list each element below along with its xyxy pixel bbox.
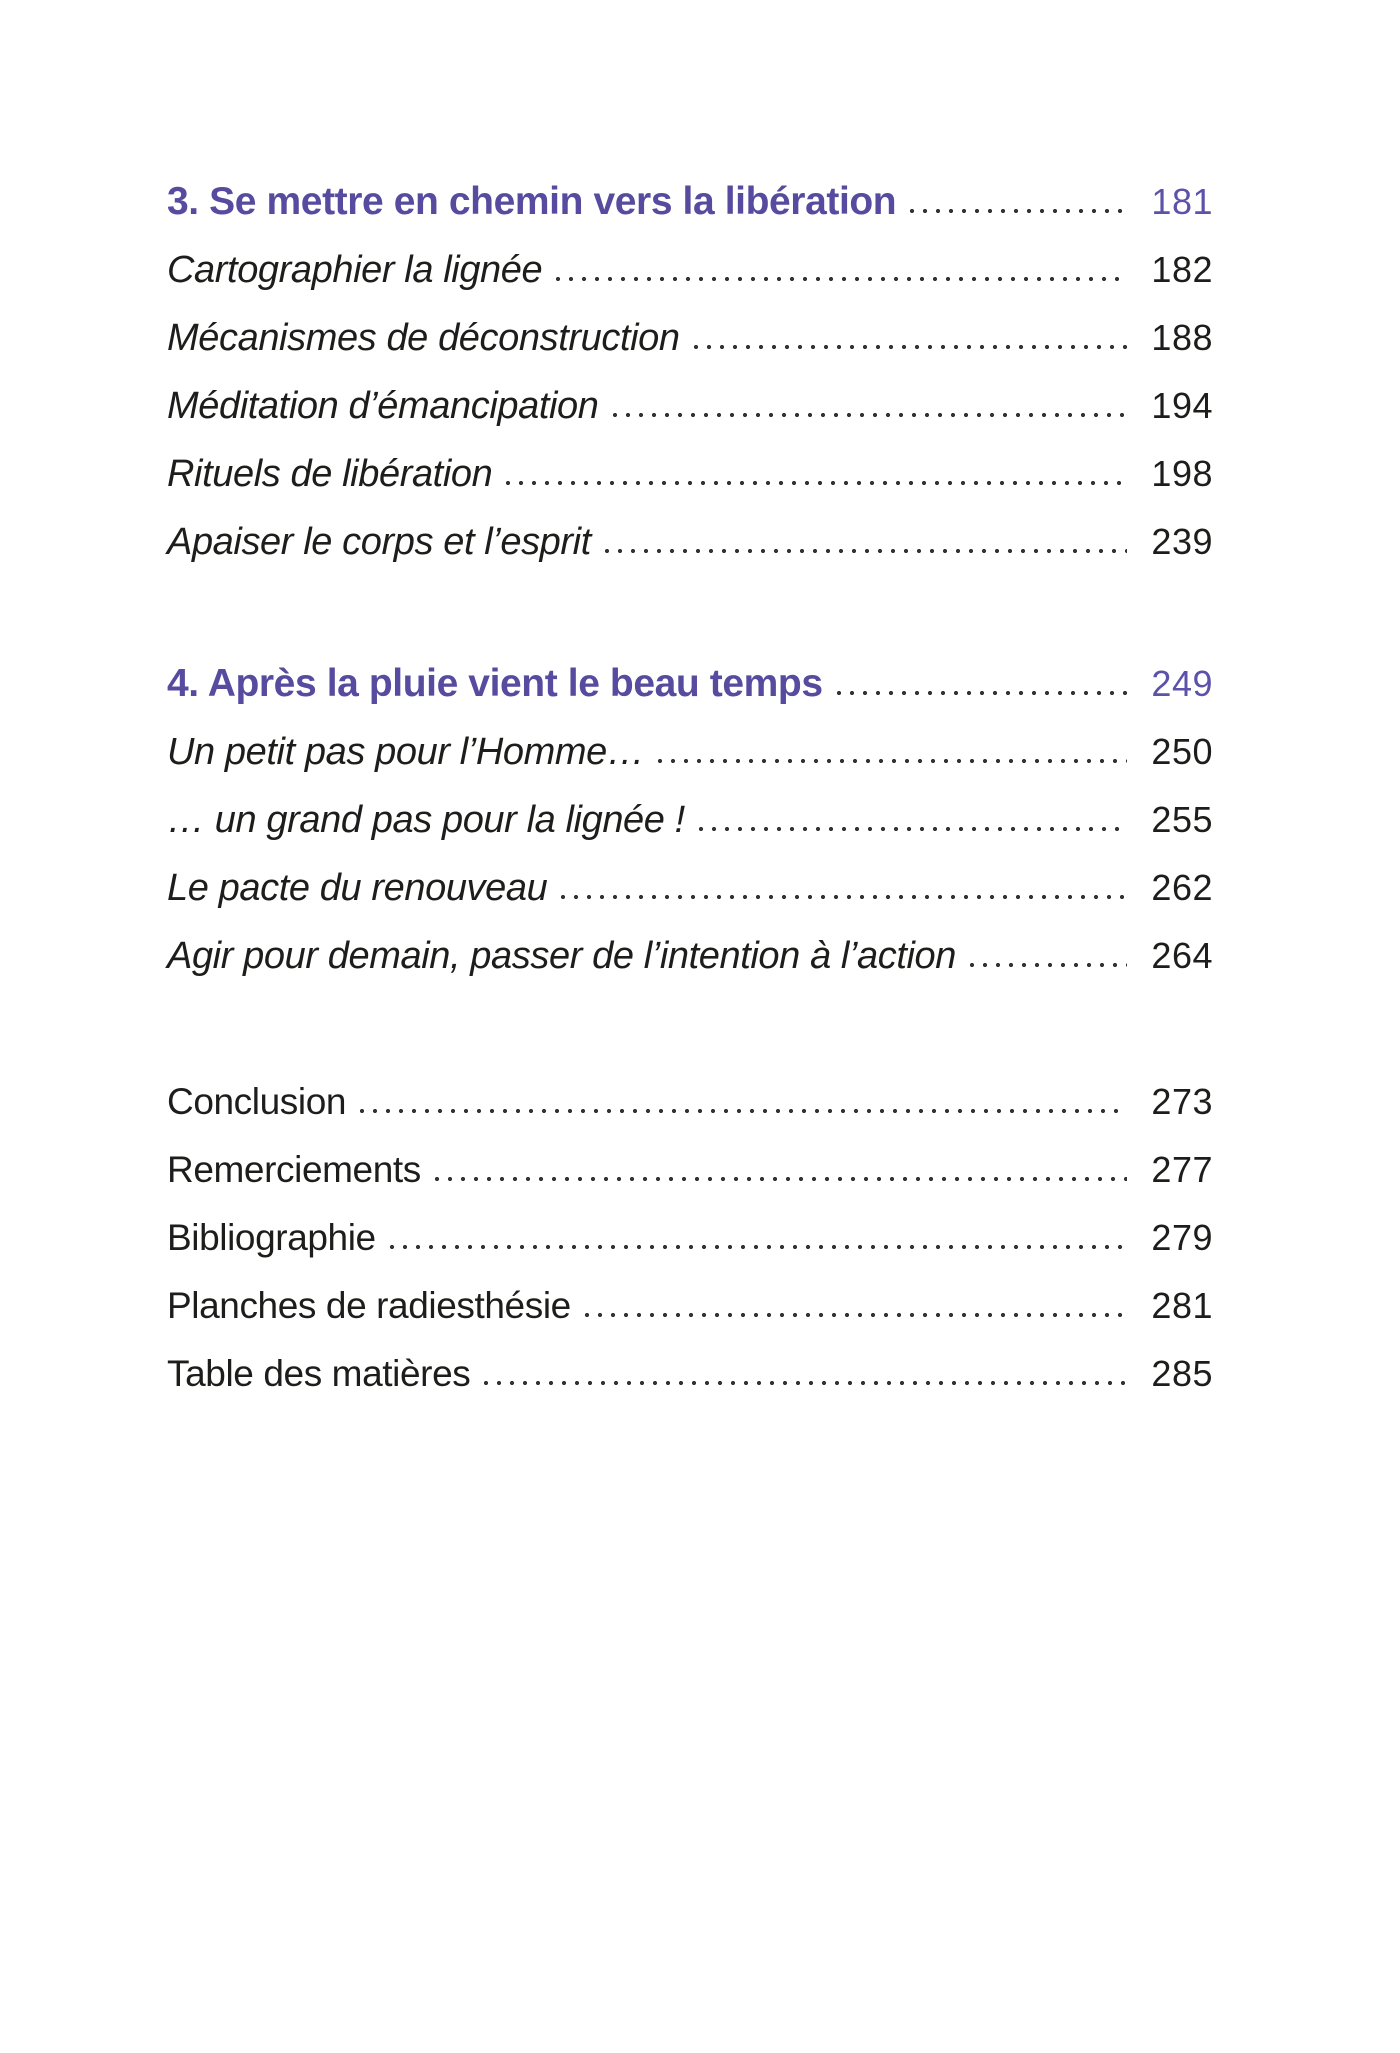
- toc-section-heading-row: [167, 168, 1213, 236]
- toc-entry-row: [167, 372, 1213, 440]
- table-of-contents: [167, 168, 1213, 1408]
- toc-entry-title: Un petit pas pour l’Homme…: [167, 731, 645, 773]
- dot-leader: [557, 894, 1127, 900]
- toc-page-number: 264: [1151, 935, 1213, 976]
- toc-page-number: 285: [1151, 1353, 1213, 1394]
- toc-entry-row: [167, 1340, 1213, 1408]
- dot-leader: [431, 1176, 1127, 1182]
- toc-entry-row: [167, 236, 1213, 304]
- toc-page-number: 277: [1151, 1149, 1213, 1190]
- dot-leader: [601, 548, 1127, 554]
- toc-section-heading-row: [167, 650, 1213, 718]
- toc-entry-row: [167, 1272, 1213, 1340]
- toc-entry-row: [167, 854, 1213, 922]
- dot-leader: [695, 826, 1127, 832]
- dot-leader: [966, 962, 1127, 968]
- toc-entry-row: [167, 440, 1213, 508]
- toc-entry-title: Remerciements: [167, 1149, 421, 1190]
- dot-leader: [386, 1244, 1127, 1250]
- toc-section-3: [167, 1068, 1213, 1408]
- dot-leader: [502, 480, 1127, 486]
- toc-page-number: 255: [1151, 799, 1213, 840]
- toc-page-number: 273: [1151, 1081, 1213, 1122]
- toc-page-number: 279: [1151, 1217, 1213, 1258]
- toc-entry-title: Rituels de libération: [167, 453, 493, 495]
- toc-entry-title: Mécanismes de déconstruction: [167, 317, 680, 359]
- toc-entry-title: Table des matières: [167, 1353, 471, 1394]
- toc-page-number: 281: [1151, 1285, 1213, 1326]
- toc-section-1: [167, 168, 1213, 576]
- toc-entry-row: [167, 304, 1213, 372]
- toc-entry-title: Cartographier la lignée: [167, 249, 543, 291]
- toc-entry-title: Conclusion: [167, 1081, 347, 1122]
- toc-entry-title: … un grand pas pour la lignée !: [167, 799, 685, 841]
- dot-leader: [480, 1380, 1127, 1386]
- dot-leader: [356, 1108, 1127, 1114]
- toc-page-number: 198: [1151, 453, 1213, 494]
- dot-leader: [552, 276, 1127, 282]
- toc-entry-row: [167, 1204, 1213, 1272]
- toc-entry-title: Bibliographie: [167, 1217, 376, 1258]
- toc-entry-row: [167, 1068, 1213, 1136]
- toc-page-number: 250: [1151, 731, 1213, 772]
- toc-entry-row: [167, 718, 1213, 786]
- dot-leader: [833, 690, 1127, 696]
- dot-leader: [690, 344, 1127, 350]
- toc-page-number: 262: [1151, 867, 1213, 908]
- toc-section-2: [167, 650, 1213, 990]
- toc-entry-row: [167, 922, 1213, 990]
- toc-page-number: 188: [1151, 317, 1213, 358]
- toc-page-number: 181: [1151, 181, 1213, 222]
- toc-page-number: 249: [1151, 663, 1213, 704]
- toc-entry-title: Le pacte du renouveau: [167, 867, 548, 909]
- toc-page-number: 182: [1151, 249, 1213, 290]
- toc-entry-row: [167, 786, 1213, 854]
- toc-page-number: 194: [1151, 385, 1213, 426]
- dot-leader: [906, 208, 1127, 214]
- toc-entry-row: [167, 1136, 1213, 1204]
- dot-leader: [654, 758, 1127, 764]
- toc-section-heading-title: 4. Après la pluie vient le beau temps: [167, 662, 823, 705]
- toc-entry-title: Méditation d’émancipation: [167, 385, 599, 427]
- toc-entry-title: Agir pour demain, passer de l’intention à l’action: [167, 935, 957, 977]
- toc-entry-row: [167, 508, 1213, 576]
- toc-section-heading-title: 3. Se mettre en chemin vers la libération: [167, 180, 897, 223]
- toc-entry-title: Planches de radiesthésie: [167, 1285, 571, 1326]
- dot-leader: [609, 412, 1128, 418]
- toc-page-number: 239: [1151, 521, 1213, 562]
- dot-leader: [581, 1312, 1127, 1318]
- toc-entry-title: Apaiser le corps et l’esprit: [167, 521, 591, 563]
